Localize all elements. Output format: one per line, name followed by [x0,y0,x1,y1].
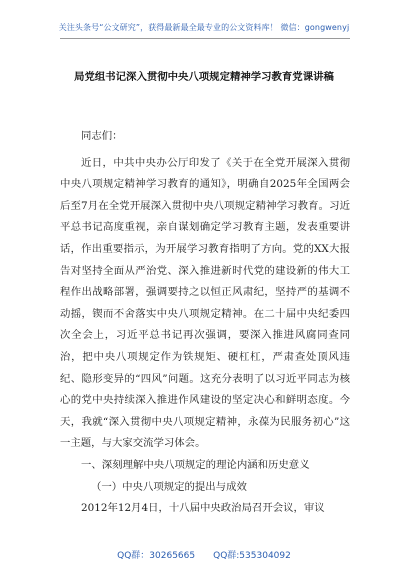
header-note: 关注头条号“公文研究”，获得最新最全最专业的公文资料库！ 微信：gongwenyj [58,23,350,32]
greeting: 同志们： [81,130,123,142]
subsection-heading-1: （一）中央八项规定的提出与成效 [91,480,247,493]
paragraph-2: 2012年12月4日，十八届中央政治局召开会议，审议 [81,502,325,515]
footer-qq-group-1: QQ群：30265665 [117,551,196,561]
paragraph-1: 近日，中共中央办公厅印发了《关于在全党开展深入贯彻中央八项规定精神学习教育的通知》，明确自2025年全国两会后至7月在全党开展深入贯彻中央八项规定精神学习教育。习近平总书记高度重视，亲自谋划确定学习教育主题，发表重要讲话，作出重要指示，为开展学习教育指明了方向。党的XX大报告对坚持全面从严治党、深入推进新时代党的建设新的伟大工程作出战略部署，强调要持之以恒正风肃纪，坚持严的基调不动摇，锲而不舍落实中央八项规定精神。在二十届中央纪委四次全会上，习近平总书记再次强调，要深入推进风腐同查同治，把中央八项规定作为铁规矩、硬杠杠，严肃查处顶风违纪、隐形变异的“四风”问题。这充分表明了以习近平同志为核心的党中央持续深入推进作风建设的坚定决心和鲜明态度。今天，我就“深入贯彻中央八项规定精神，永葆为民服务初心”这一主题，与大家交流学习体会。 [60,156,350,450]
section-heading-1: 一、深刻理解中央八项规定的理论内涵和历史意义 [81,458,310,471]
footer-qq-group-2: QQ群:535304092 [213,551,291,561]
header-divider [60,38,350,39]
footer-contacts [0,548,408,561]
document-title: 局党组书记深入贯彻中央八项规定精神学习教育党课讲稿 [74,71,334,83]
document-body [60,126,350,520]
